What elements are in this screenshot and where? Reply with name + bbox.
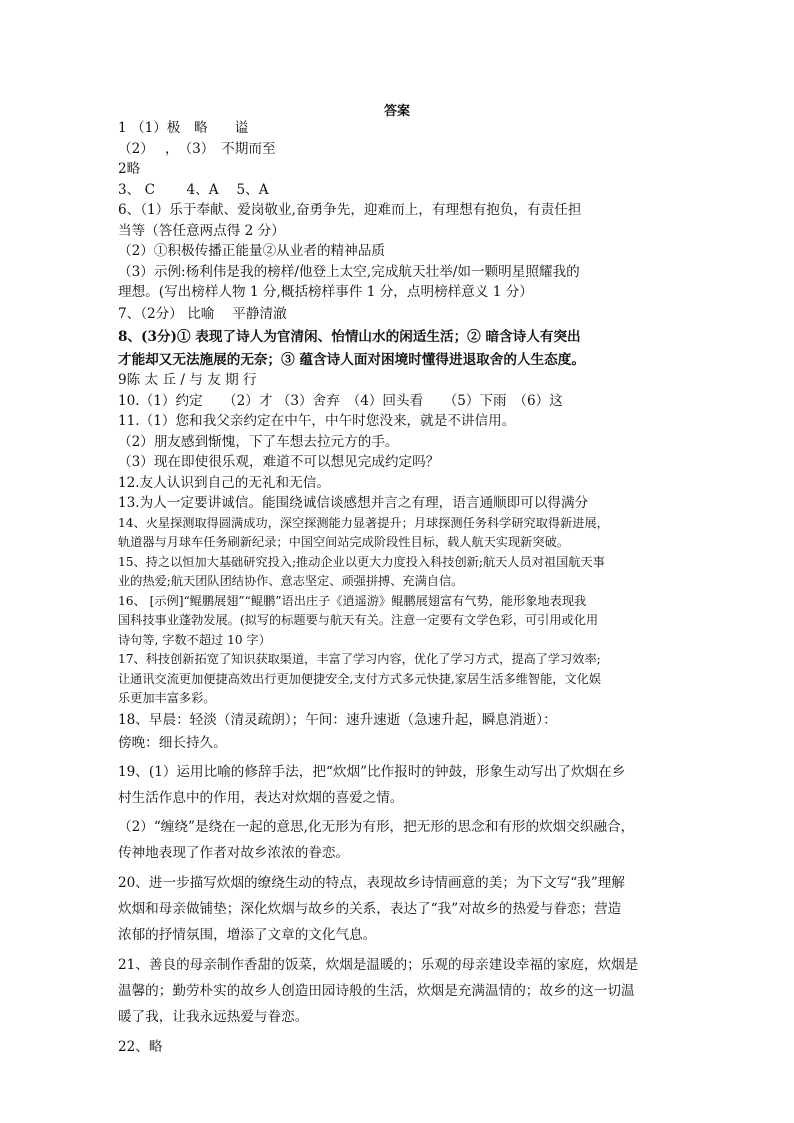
answer-line: 8、(3分)① 表现了诗人为官清闲、怡情山水的闲适生活；② 暗含诗人有突出 [118,329,581,345]
answer-line: 温馨的；勤劳朴实的故乡人创造田园诗般的生活，炊烟是充满温情的；故乡的这一切温 [118,982,635,999]
answer-line: 当等（答任意两点得 2 分） [118,222,285,239]
answer-line: 浓郁的抒情氛围，增添了文章的文化气息。 [118,926,377,943]
answer-line: 21、善良的母亲制作香甜的饭菜，炊烟是温暖的；乐观的母亲建设幸福的家庭，炊烟是 [118,956,639,973]
answer-line: 暖了我，让我永远热爱与眷恋。 [118,1008,309,1025]
answer-line: 11.（1）您和我父亲约定在中午，中午时您没来，就是不讲信用。 [118,413,516,429]
answer-line: 轨道器与月球车任务刷新纪录；中国空间站完成阶段性目标，载人航天实现新突破。 [118,535,569,549]
answer-line: 2略 [118,161,141,177]
answer-line: 12.友人认识到自己的无礼和无信。 [118,474,330,491]
answer-line: 3、 C 4、A 5、A [118,181,269,198]
answer-line: 乐更加丰富多彩。 [118,691,216,705]
answer-line: 7、（2分） 比喻 平静清澈 [118,305,287,322]
answer-line: 13.为人一定要讲诚信。能围绕诚信谈感想并言之有理，语言通顺即可以得满分 [118,495,589,511]
answer-line: 诗句等, 字数不超过 10 字） [118,632,271,647]
answer-line: 村生活作息中的作用，表达对炊烟的喜爱之情。 [118,789,404,806]
answer-line: 才能却又无法施展的无奈；③ 蕴含诗人面对困境时懂得进退取舍的人生态度。 [118,351,585,368]
page-title: 答案 [383,104,410,119]
answer-line: 16、 [示例]“鲲鹏展翅”“鲲鹏”语出庄子《逍遥游》鲲鹏展翅富有气势，能形象地表现我 [118,593,587,608]
answer-line: 22、略 [118,1038,163,1055]
answer-line: 传神地表现了作者对故乡浓浓的眷恋。 [118,844,350,861]
answer-line: 15、持之以恒加大基础研究投入;推动企业以更大力度投入科技创新;航天人员对祖国航天事 [118,554,605,569]
answer-line: 业的热爱;航天团队团结协作、意志坚定、顽强拼搏、充满自信。 [118,574,464,588]
answer-line: 6、（1）乐于奉献、爱岗敬业,奋勇争先，迎难而上，有理想有抱负，有责任担 [118,202,582,218]
answer-line: 1 （1）极 略 谥 [118,120,249,136]
answer-line: 17、科技创新拓宽了知识获取渠道，丰富了学习内容，优化了学习方式，提高了学习效率; [118,652,601,666]
answer-line: （3）现在即使很乐观，难道不可以想见完成约定吗？ [118,454,440,470]
answer-line: （2）①积极传播正能量②从业者的精神品质 [118,243,385,259]
answer-content [118,118,678,1060]
answer-line: 9陈 太 丘 / 与 友 期 行 [118,372,257,388]
answer-line: 国科技事业蓬勃发展。(拟写的标题要与航天有关。注意一定要有文学色彩，可引用或化用 [118,613,599,627]
answer-line: （2）“缠绕”是绕在一起的意思,化无形为有形，把无形的思念和有形的炊烟交织融合， [118,818,635,835]
answer-line: 14、火星探测取得圆满成功，深空探测能力显著提升；月球探测任务科学研究取得新进展， [118,515,609,530]
answer-line: （3）示例:杨利伟是我的榜样/他登上太空,完成航天壮举/如一颗明星照耀我的 [118,263,580,280]
answer-line: 炊烟和母亲做铺垫；深化炊烟与故乡的关系，表达了“我”对故乡的热爱与眷恋；营造 [118,900,622,917]
answer-line: 19、(1）运用比喻的修辞手法，把“炊烟”比作报时的钟鼓，形象生动写出了炊烟在乡 [118,763,626,780]
answer-line: 理想。(写出榜样人物 1 分,概括榜样事件 1 分，点明榜样意义 1 分） [118,284,533,300]
answer-line: （2）朋友感到惭愧，下了车想去拉元方的手。 [118,433,399,450]
answer-line: 10.（1）约定 （2）才 （3）舍弃 （4）回头看 （5）下雨 （6）这 [118,392,563,409]
answer-line: 傍晚：细长持久。 [118,735,227,751]
answer-line: （2） ， （3） 不期而至 [118,140,276,157]
answer-line: 20、进一步描写炊烟的缭绕生动的特点，表现故乡诗情画意的美；为下文写“我”理解 [118,874,625,891]
answer-line: 让通讯交流更加便捷高效出行更加便捷安全,支付方式多元快捷,家居生活多维智能，文化娱 [118,671,602,686]
answer-line: 18、早晨：轻淡（清灵疏朗）；午间：速升速逝（急速升起，瞬息消逝）： [118,711,557,728]
